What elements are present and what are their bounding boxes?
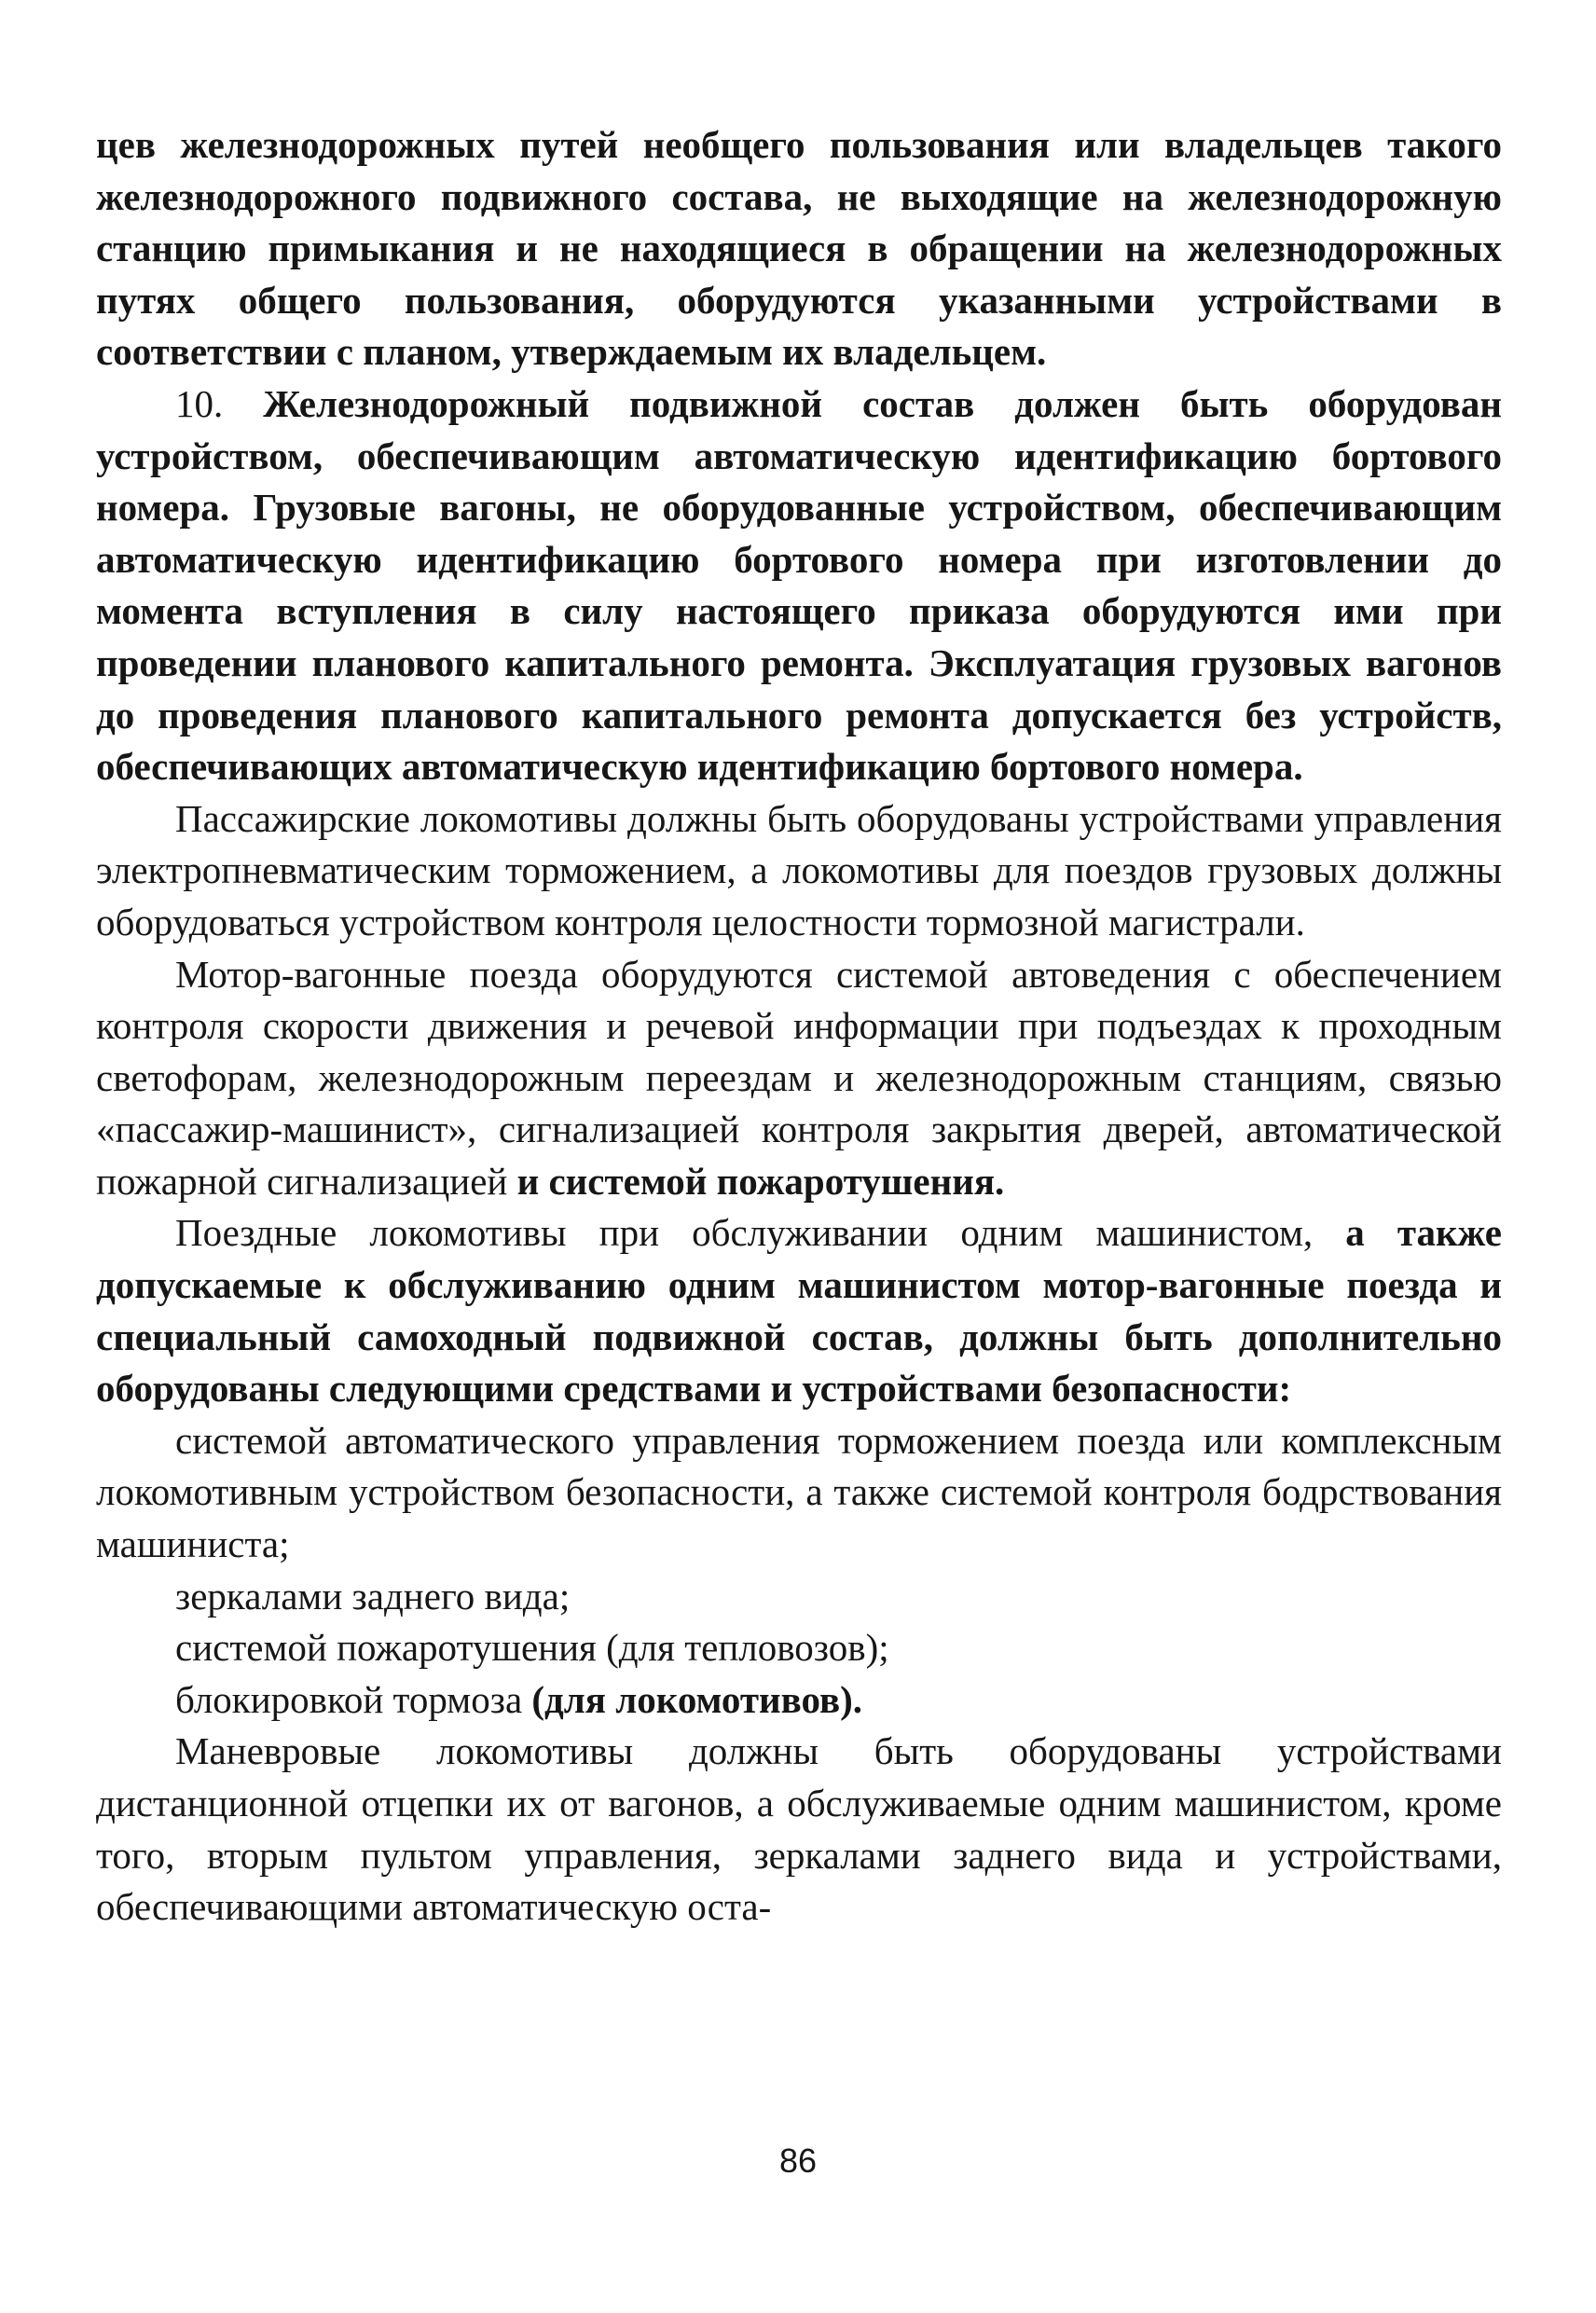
paragraph-text: Маневровые локомотивы должны быть оборудованы устройствами дистанционной отцепки их от вагонов, а обслуживаемые одним машинистом, кроме того, вторым пультом управления, зеркалами заднего вида и устройствами, обеспечивающими автоматическую оста- [96, 1729, 1502, 1929]
list-item [96, 1415, 1502, 1571]
paragraph-shunting-locomotives [96, 1726, 1502, 1933]
paragraph-text-bold: а также допускаемые к обслуживанию одним машинистом мотор-вагонные поезда и специальный самоходный подвижной состав, должны быть дополнительно оборудованы следующими средствами и устройствами безопасности: [96, 1211, 1502, 1411]
list-item-text-bold: (для локомотивов). [531, 1677, 863, 1721]
list-item [96, 1622, 1502, 1674]
paragraph-text: Мотор-вагонные поезда оборудуются системой автоведения с обеспечением контроля скорости движения и речевой информации при подъездах к проходным светофорам, железнодорожным переездам и железнодорожным станциям, связью «пассажир-машинист», сигнализацией контроля закрытия дверей, автоматической пожарной сигнализацией [96, 952, 1502, 1203]
page-number: 86 [778, 2141, 818, 2180]
paragraph-continuation [96, 119, 1502, 379]
paragraph-train-locomotives [96, 1207, 1502, 1414]
paragraph-motor-wagon-trains [96, 949, 1502, 1208]
list-item-text: блокировкой тормоза [175, 1677, 532, 1721]
paragraph-text: Пассажирские локомотивы должны быть оборудованы устройствами управления электропневматическим торможением, а локомотивы для поездов грузовых должны оборудоваться устройством контроля целостности тормозной магистрали. [96, 796, 1502, 943]
list-item [96, 1674, 1502, 1727]
paragraph-text-bold: и системой пожаротушения. [516, 1159, 1005, 1203]
list-item-text: системой пожаротушения (для тепловозов); [175, 1626, 889, 1670]
paragraph-item-10 [96, 379, 1502, 793]
paragraph-text-bold: Железнодорожный подвижной состав должен быть оборудован устройством, обеспечивающим автоматическую идентификацию бортового номера. Грузовые вагоны, не оборудованные устройством, обеспечивающим автоматическую идентификацию бортового номера при изготовлении до момента вступления в силу настоящего приказа оборудуются ими при проведении планового капитального ремонта. Эксплуатация грузовых вагонов до проведения планового капитального ремонта допускается без устройств, обеспечивающих автоматическую идентификацию бортового номера. [96, 381, 1503, 789]
list-item-text: зеркалами заднего вида; [175, 1574, 571, 1618]
document-page [96, 119, 1502, 1934]
paragraph-passenger-locomotives [96, 793, 1502, 949]
list-item-text: системой автоматического управления торможением поезда или комплексным локомотивным устройством безопасности, а также системой контроля бодрствования машиниста; [96, 1418, 1502, 1566]
list-item [96, 1571, 1502, 1623]
paragraph-text: Поездные локомотивы при обслуживании одним машинистом, [175, 1211, 1346, 1255]
paragraph-text-bold: цев железнодорожных путей необщего пользования или владельцев такого железнодорожного подвижного состава, не выходящие на железнодорожную станцию примыкания и не находящиеся в обращении на железнодорожных путях общего пользования, оборудуются указанными устройствами в соответствии с планом, утверждаемым их владельцем. [96, 123, 1502, 374]
item-number: 10. [175, 381, 264, 425]
